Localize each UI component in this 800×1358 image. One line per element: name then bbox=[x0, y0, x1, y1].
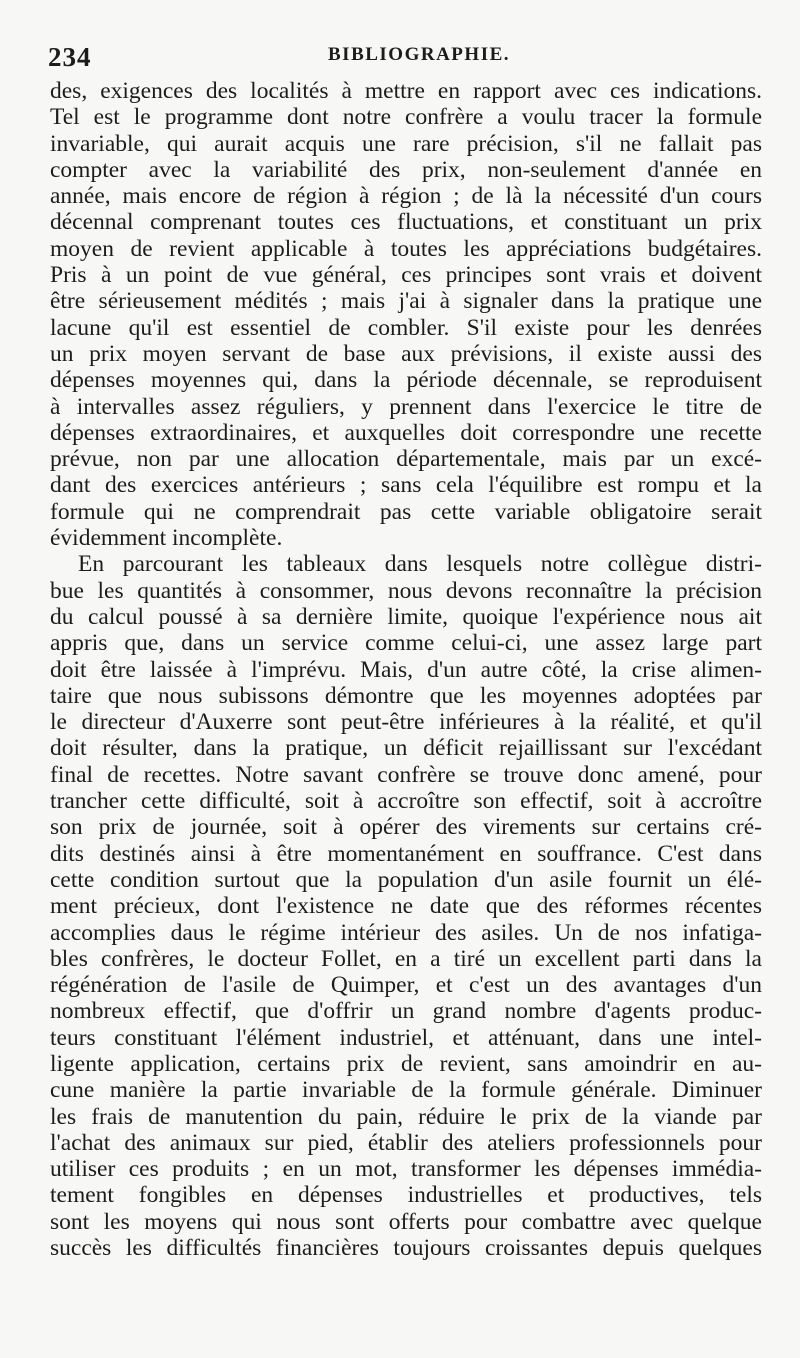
text-line: régénération de l'asile de Quimper, et c'est un des avantages d'un bbox=[50, 972, 762, 999]
text-line: Pris à un point de vue général, ces principes sont vrais et doivent bbox=[50, 262, 762, 289]
text-line: Tel est le programme dont notre confrère a voulu tracer la formule bbox=[50, 104, 762, 131]
text-line: nombreux effectif, que d'offrir un grand nombre d'agents produc- bbox=[50, 998, 762, 1025]
text-line: prévue, non par une allocation départementale, mais par un excé- bbox=[50, 446, 762, 473]
text-line: dépenses extraordinaires, et auxquelles doit correspondre une recette bbox=[50, 419, 762, 446]
text-line: lacune qu'il est essentiel de combler. S'il existe pour les denrées bbox=[50, 314, 762, 341]
text-line: compter avec la variabilité des prix, non-seulement d'année en bbox=[50, 156, 762, 183]
text-line: appris que, dans un service comme celui-ci, une assez large part bbox=[50, 630, 762, 657]
text-line: doit résulter, dans la pratique, un déficit rejaillissant sur l'excédant bbox=[50, 735, 762, 762]
text-line: dant des exercices antérieurs ; sans cela l'équilibre est rompu et la bbox=[50, 472, 762, 499]
text-line: doit être laissée à l'imprévu. Mais, d'un autre côté, la crise alimen- bbox=[50, 656, 762, 683]
text-line: cette condition surtout que la population d'un asile fournit un élé- bbox=[50, 866, 762, 893]
text-line: cune manière la partie invariable de la formule générale. Diminuer bbox=[50, 1077, 762, 1104]
text-line: En parcourant les tableaux dans lesquels notre collègue distri- bbox=[78, 551, 762, 578]
text-line: son prix de journée, soit à opérer des virements sur certains cré- bbox=[50, 814, 762, 841]
text-line: dits destinés ainsi à être momentanément en souffrance. C'est dans bbox=[50, 840, 762, 867]
text-line: le directeur d'Auxerre sont peut-être inférieures à la réalité, et qu'il bbox=[50, 709, 762, 736]
text-line: bles confrères, le docteur Follet, en a tiré un excellent parti dans la bbox=[50, 945, 762, 972]
text-line: année, mais encore de région à région ; de là la nécessité d'un cours bbox=[50, 183, 762, 210]
page-header bbox=[48, 30, 760, 70]
text-line: décennal comprenant toutes ces fluctuations, et constituant un prix bbox=[50, 209, 762, 236]
text-line: à intervalles assez réguliers, y prennent dans l'exercice le titre de bbox=[50, 393, 762, 420]
text-line: trancher cette difficulté, soit à accroître son effectif, soit à accroître bbox=[50, 788, 762, 815]
text-line: évidemment incomplète. bbox=[50, 525, 283, 552]
text-line: dépenses moyennes qui, dans la période décennale, se reproduisent bbox=[50, 367, 762, 394]
text-line: ligente application, certains prix de revient, sans amoindrir en au- bbox=[50, 1050, 762, 1077]
text-line: un prix moyen servant de base aux prévisions, il existe aussi des bbox=[50, 340, 762, 367]
text-line: accomplies daus le régime intérieur des asiles. Un de nos infatiga- bbox=[50, 919, 762, 946]
text-line: final de recettes. Notre savant confrère se trouve donc amené, pour bbox=[50, 761, 762, 788]
text-line: du calcul poussé à sa dernière limite, quoique l'expérience nous ait bbox=[50, 603, 762, 630]
text-line: des, exigences des localités à mettre en rapport avec ces indications. bbox=[50, 78, 762, 104]
text-line: être sérieusement médités ; mais j'ai à signaler dans la pratique une bbox=[50, 288, 762, 315]
text-line: succès les difficultés financières toujours croissantes depuis quelques bbox=[50, 1235, 762, 1262]
text-line: ment précieux, dont l'existence ne date que des réformes récentes bbox=[50, 893, 762, 920]
body-text bbox=[50, 78, 762, 1261]
text-line: sont les moyens qui nous sont offerts pour combattre avec quelque bbox=[50, 1208, 762, 1235]
text-line: formule qui ne comprendrait pas cette variable obligatoire serait bbox=[50, 498, 762, 525]
text-line: utiliser ces produits ; en un mot, transformer les dépenses immédia- bbox=[50, 1156, 762, 1183]
text-line: l'achat des animaux sur pied, établir des ateliers professionnels pour bbox=[50, 1129, 762, 1156]
text-line: taire que nous subissons démontre que les moyennes adoptées par bbox=[50, 682, 762, 709]
text-line: teurs constituant l'élément industriel, et atténuant, dans une intel- bbox=[50, 1024, 762, 1051]
text-line: bue les quantités à consommer, nous devons reconnaître la précision bbox=[50, 577, 762, 604]
text-line: les frais de manutention du pain, réduire le prix de la viande par bbox=[50, 1103, 762, 1130]
running-title: BIBLIOGRAPHIE. bbox=[328, 44, 511, 65]
text-line: moyen de revient applicable à toutes les appréciations budgétaires. bbox=[50, 235, 762, 262]
text-line: invariable, qui aurait acquis une rare précision, s'il ne fallait pas bbox=[50, 130, 762, 157]
text-line: tement fongibles en dépenses industrielles et productives, tels bbox=[50, 1182, 762, 1209]
page-number: 234 bbox=[48, 42, 92, 72]
